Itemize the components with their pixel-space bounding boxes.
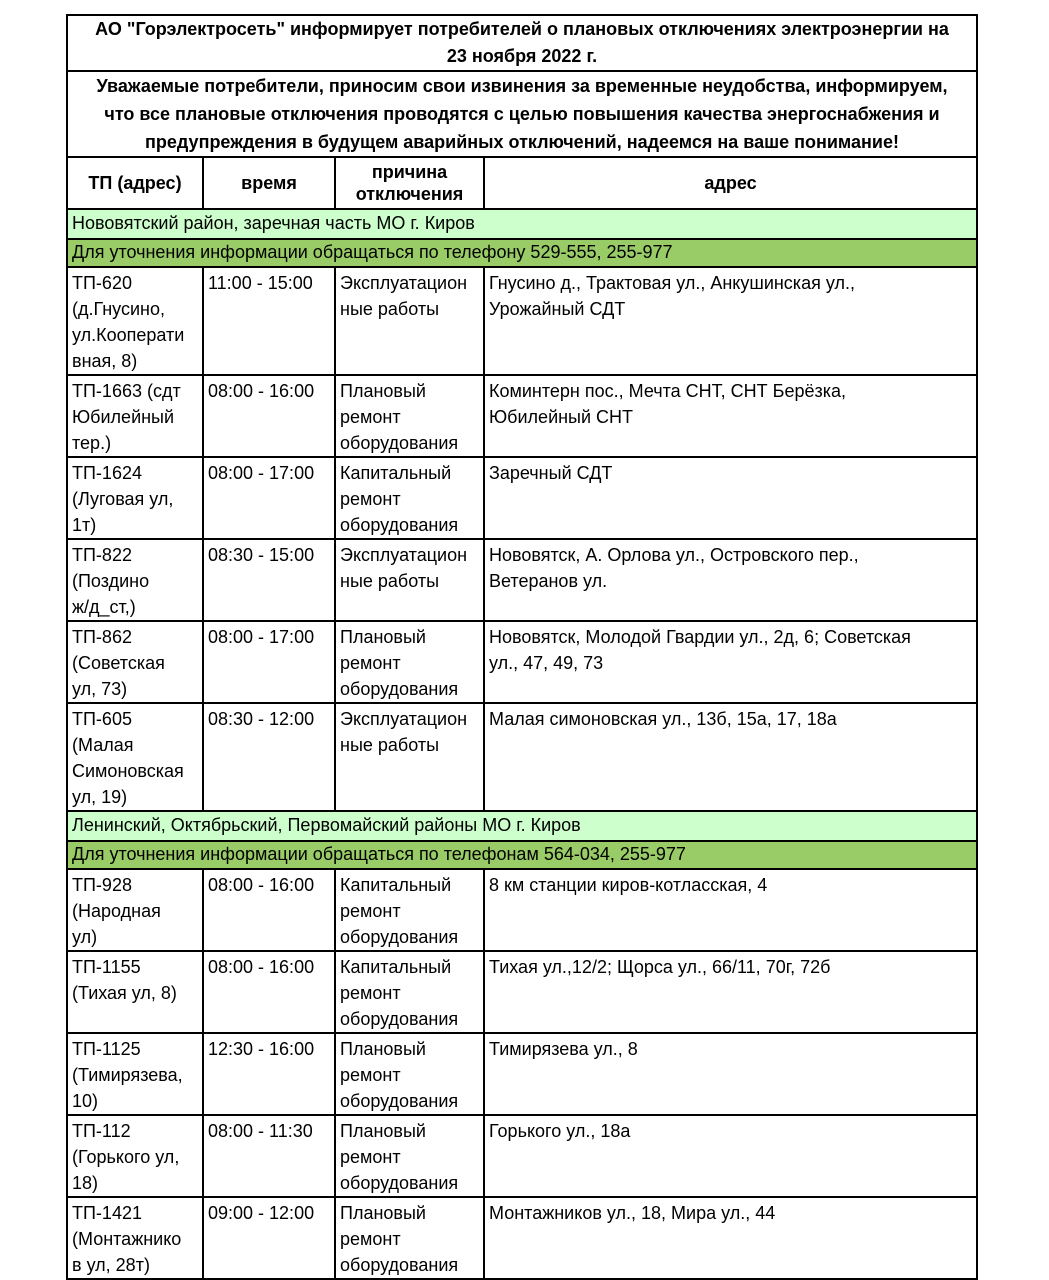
address-cell bbox=[484, 539, 977, 621]
tp-cell-line: вная, 8) bbox=[72, 351, 138, 371]
notice-line-2: что все плановые отключения проводятся с целью повышения качества энергоснабжения и bbox=[104, 104, 940, 124]
reason-cell bbox=[335, 621, 484, 703]
reason-cell-line: ремонт bbox=[340, 653, 401, 673]
tp-cell bbox=[67, 621, 203, 703]
tp-cell-line: ТП-1421 bbox=[72, 1203, 142, 1223]
reason-cell bbox=[335, 703, 484, 811]
tp-cell bbox=[67, 1197, 203, 1279]
time-cell: 08:30 - 12:00 bbox=[203, 703, 335, 811]
tp-cell-line: ТП-1125 bbox=[72, 1039, 141, 1059]
table-row bbox=[67, 869, 977, 951]
tp-cell-line: ТП-1663 (сдт bbox=[72, 381, 181, 401]
table-row bbox=[67, 951, 977, 1033]
reason-cell-line: Эксплуатацион bbox=[340, 273, 468, 293]
address-cell bbox=[484, 267, 977, 375]
reason-cell-line: оборудования bbox=[340, 1255, 459, 1275]
column-header-address: адрес bbox=[484, 157, 977, 209]
time-cell: 08:00 - 16:00 bbox=[203, 869, 335, 951]
address-cell-line: Нововятск, А. Орлова ул., Островского пер., bbox=[489, 545, 859, 565]
reason-cell-line: ремонт bbox=[340, 983, 401, 1003]
reason-cell-line: ремонт bbox=[340, 1229, 401, 1249]
title-line-1: АО "Горэлектросеть" информирует потребителей о плановых отключениях электроэнергии на bbox=[95, 19, 949, 39]
tp-cell-line: ТП-862 bbox=[72, 627, 132, 647]
reason-cell-line: Плановый bbox=[340, 381, 426, 401]
table-row bbox=[67, 621, 977, 703]
table-row bbox=[67, 267, 977, 375]
notice-line-1: Уважаемые потребители, приносим свои извинения за временные неудобства, информируем, bbox=[96, 76, 948, 96]
tp-cell-line: ул, 19) bbox=[72, 787, 128, 807]
time-cell: 08:00 - 11:30 bbox=[203, 1115, 335, 1197]
address-cell bbox=[484, 1115, 977, 1197]
address-cell-line: ул., 47, 49, 73 bbox=[489, 653, 604, 673]
outage-schedule-sheet bbox=[66, 14, 976, 1280]
time-cell: 12:30 - 16:00 bbox=[203, 1033, 335, 1115]
address-cell-line: Тимирязева ул., 8 bbox=[489, 1039, 638, 1059]
table-row bbox=[67, 1197, 977, 1279]
apology-notice bbox=[67, 71, 977, 157]
address-cell bbox=[484, 1033, 977, 1115]
time-cell: 08:30 - 15:00 bbox=[203, 539, 335, 621]
reason-cell-line: Эксплуатацион bbox=[340, 545, 468, 565]
tp-cell-line: (Поздино bbox=[72, 571, 150, 591]
reason-cell-line: Плановый bbox=[340, 627, 426, 647]
reason-cell-line: ремонт bbox=[340, 1065, 401, 1085]
tp-cell bbox=[67, 703, 203, 811]
reason-cell bbox=[335, 375, 484, 457]
address-cell-line: Нововятск, Молодой Гвардии ул., 2д, 6; Советская bbox=[489, 627, 911, 647]
table-row bbox=[67, 1115, 977, 1197]
tp-cell-line: (Горького ул, bbox=[72, 1147, 180, 1167]
tp-cell bbox=[67, 869, 203, 951]
time-cell: 08:00 - 16:00 bbox=[203, 375, 335, 457]
reason-cell-line: ремонт bbox=[340, 1147, 401, 1167]
tp-cell-line: (Советская bbox=[72, 653, 165, 673]
reason-cell-line: Капитальный bbox=[340, 463, 452, 483]
address-cell bbox=[484, 375, 977, 457]
tp-cell bbox=[67, 267, 203, 375]
tp-cell-line: Симоновская bbox=[72, 761, 184, 781]
reason-cell-line: оборудования bbox=[340, 927, 459, 947]
table-row bbox=[67, 539, 977, 621]
reason-cell bbox=[335, 267, 484, 375]
contact-phone-row: Для уточнения информации обращаться по телефонам 564-034, 255-977 bbox=[67, 841, 977, 869]
region-header: Ленинский, Октябрьский, Первомайский районы МО г. Киров bbox=[67, 811, 977, 841]
reason-cell-line: Плановый bbox=[340, 1121, 426, 1141]
address-cell-line: Тихая ул.,12/2; Щорса ул., 66/11, 70г, 72б bbox=[489, 957, 831, 977]
reason-cell-line: Эксплуатацион bbox=[340, 709, 468, 729]
tp-cell bbox=[67, 951, 203, 1033]
time-cell: 11:00 - 15:00 bbox=[203, 267, 335, 375]
table-row bbox=[67, 1033, 977, 1115]
reason-cell-line: ные работы bbox=[340, 571, 440, 591]
column-header-reason-line-1: причина bbox=[371, 162, 448, 182]
reason-cell bbox=[335, 539, 484, 621]
table-row bbox=[67, 457, 977, 539]
tp-cell-line: ТП-928 bbox=[72, 875, 132, 895]
tp-cell-line: ТП-112 bbox=[72, 1121, 131, 1141]
region-header: Нововятский район, заречная часть МО г. Киров bbox=[67, 209, 977, 239]
reason-cell bbox=[335, 1197, 484, 1279]
reason-cell-line: Плановый bbox=[340, 1039, 426, 1059]
reason-cell bbox=[335, 951, 484, 1033]
tp-cell-line: (Тихая ул, 8) bbox=[72, 983, 177, 1003]
column-header-tp: ТП (адрес) bbox=[67, 157, 203, 209]
table-row bbox=[67, 375, 977, 457]
notice-line-3: предупреждения в будущем аварийных отключений, надеемся на ваше понимание! bbox=[145, 132, 899, 152]
address-cell bbox=[484, 457, 977, 539]
tp-cell bbox=[67, 457, 203, 539]
reason-cell-line: ремонт bbox=[340, 901, 401, 921]
reason-cell-line: оборудования bbox=[340, 515, 459, 535]
tp-cell-line: (Народная bbox=[72, 901, 161, 921]
contact-phone-row: Для уточнения информации обращаться по телефону 529-555, 255-977 bbox=[67, 239, 977, 267]
time-cell: 08:00 - 16:00 bbox=[203, 951, 335, 1033]
address-cell bbox=[484, 1197, 977, 1279]
time-cell: 09:00 - 12:00 bbox=[203, 1197, 335, 1279]
tp-cell-line: ул) bbox=[72, 927, 98, 947]
tp-cell-line: ул, 73) bbox=[72, 679, 128, 699]
tp-cell-line: 10) bbox=[72, 1091, 99, 1111]
reason-cell bbox=[335, 457, 484, 539]
tp-cell-line: ж/д_ст,) bbox=[72, 597, 136, 617]
time-cell: 08:00 - 17:00 bbox=[203, 621, 335, 703]
reason-cell bbox=[335, 1115, 484, 1197]
tp-cell-line: в ул, 28т) bbox=[72, 1255, 150, 1275]
tp-cell-line: 18) bbox=[72, 1173, 99, 1193]
reason-cell-line: оборудования bbox=[340, 433, 459, 453]
tp-cell-line: (Луговая ул, bbox=[72, 489, 174, 509]
tp-cell-line: (Тимирязева, bbox=[72, 1065, 183, 1085]
address-cell bbox=[484, 621, 977, 703]
reason-cell-line: Плановый bbox=[340, 1203, 426, 1223]
tp-cell-line: ТП-605 bbox=[72, 709, 132, 729]
tp-cell-line: (Малая bbox=[72, 735, 134, 755]
tp-cell-line: ТП-1155 bbox=[72, 957, 141, 977]
address-cell-line: Монтажников ул., 18, Мира ул., 44 bbox=[489, 1203, 776, 1223]
tp-cell bbox=[67, 1033, 203, 1115]
address-cell bbox=[484, 869, 977, 951]
reason-cell-line: оборудования bbox=[340, 1091, 459, 1111]
tp-cell-line: тер.) bbox=[72, 433, 112, 453]
address-cell-line: 8 км станции киров-котласская, 4 bbox=[489, 875, 768, 895]
address-cell-line: Юбилейный СНТ bbox=[489, 407, 634, 427]
address-cell-line: Заречный СДТ bbox=[489, 463, 613, 483]
reason-cell-line: Капитальный bbox=[340, 957, 452, 977]
column-header-time: время bbox=[203, 157, 335, 209]
time-cell: 08:00 - 17:00 bbox=[203, 457, 335, 539]
document-title bbox=[67, 15, 977, 71]
reason-cell-line: Капитальный bbox=[340, 875, 452, 895]
column-header-reason bbox=[335, 157, 484, 209]
reason-cell-line: ные работы bbox=[340, 299, 440, 319]
outage-table bbox=[66, 14, 978, 1280]
tp-cell-line: ТП-822 bbox=[72, 545, 132, 565]
address-cell-line: Малая симоновская ул., 13б, 15а, 17, 18а bbox=[489, 709, 837, 729]
address-cell-line: Гнусино д., Трактовая ул., Анкушинская ул., bbox=[489, 273, 855, 293]
reason-cell-line: оборудования bbox=[340, 1173, 459, 1193]
tp-cell-line: ТП-620 bbox=[72, 273, 132, 293]
tp-cell-line: ТП-1624 bbox=[72, 463, 142, 483]
tp-cell-line: (д.Гнусино, bbox=[72, 299, 165, 319]
address-cell-line: Урожайный СДТ bbox=[489, 299, 626, 319]
tp-cell bbox=[67, 539, 203, 621]
column-header-reason-line-2: отключения bbox=[355, 184, 464, 204]
reason-cell bbox=[335, 869, 484, 951]
reason-cell-line: ремонт bbox=[340, 407, 401, 427]
tp-cell bbox=[67, 375, 203, 457]
tp-cell-line: Юбилейный bbox=[72, 407, 175, 427]
reason-cell-line: ремонт bbox=[340, 489, 401, 509]
tp-cell bbox=[67, 1115, 203, 1197]
tp-cell-line: (Монтажнико bbox=[72, 1229, 182, 1249]
reason-cell-line: оборудования bbox=[340, 679, 459, 699]
title-line-2: 23 ноября 2022 г. bbox=[446, 46, 598, 66]
address-cell-line: Коминтерн пос., Мечта СНТ, СНТ Берёзка, bbox=[489, 381, 847, 401]
address-cell-line: Ветеранов ул. bbox=[489, 571, 608, 591]
address-cell-line: Горького ул., 18а bbox=[489, 1121, 631, 1141]
address-cell bbox=[484, 703, 977, 811]
reason-cell bbox=[335, 1033, 484, 1115]
tp-cell-line: ул.Кооперати bbox=[72, 325, 185, 345]
tp-cell-line: 1т) bbox=[72, 515, 97, 535]
reason-cell-line: оборудования bbox=[340, 1009, 459, 1029]
reason-cell-line: ные работы bbox=[340, 735, 440, 755]
address-cell bbox=[484, 951, 977, 1033]
table-row bbox=[67, 703, 977, 811]
